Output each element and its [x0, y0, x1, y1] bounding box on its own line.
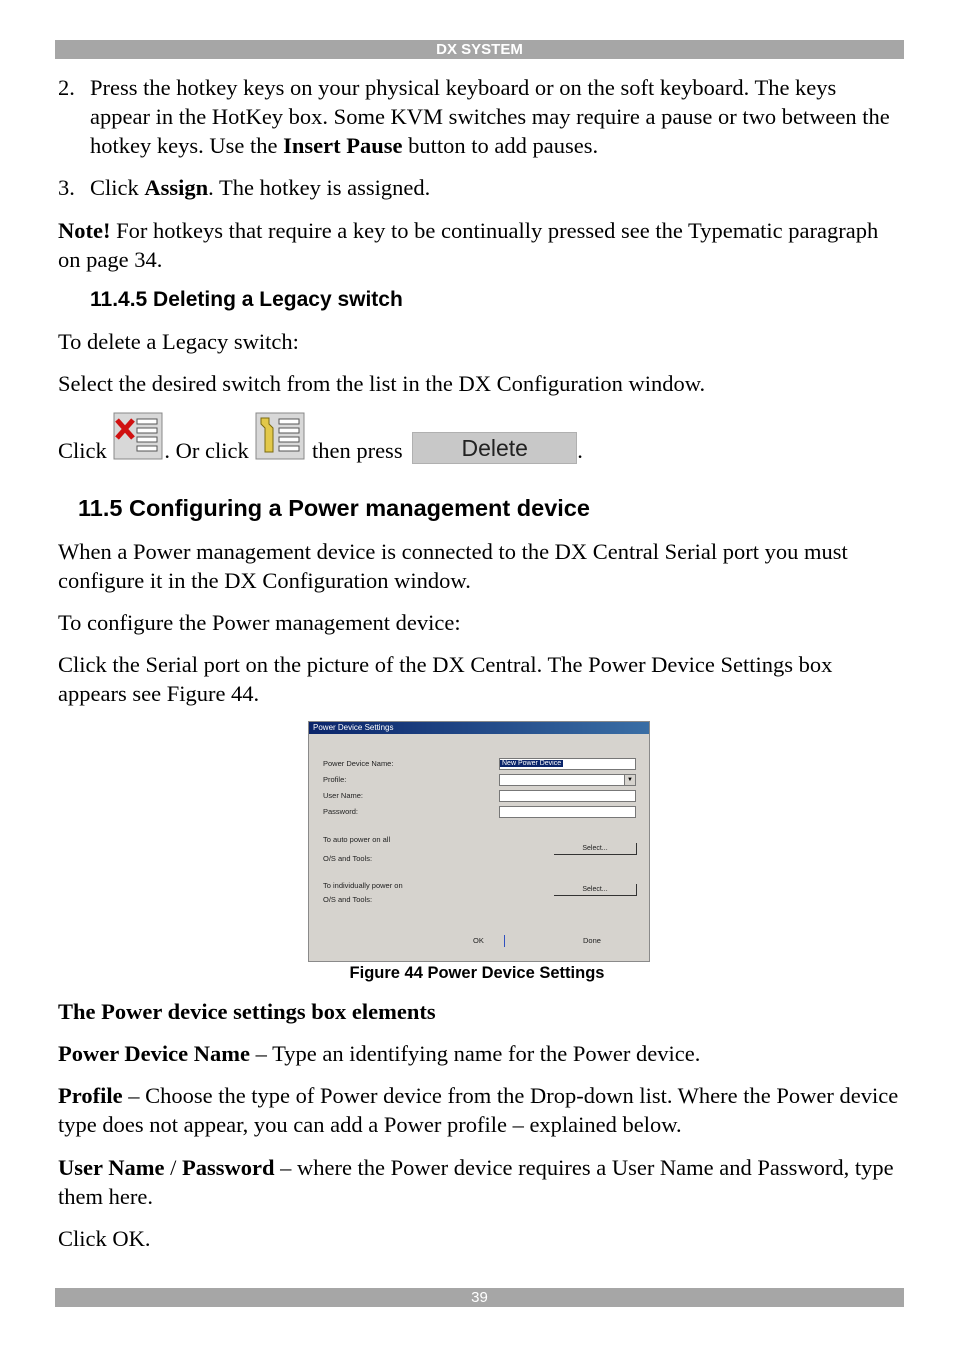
step-number: 3. — [58, 175, 75, 200]
step-text: Press the hotkey keys on your physical keyboard or on the soft keyboard. The keys appear in the HotKey box. Some KVM switches may require a pause or two between the hotkey keys. Use the Insert Pause button to add pauses. — [90, 75, 890, 158]
divider — [504, 935, 505, 947]
closing-paragraph: Click OK. — [58, 1226, 151, 1251]
chevron-down-icon: ▼ — [624, 775, 635, 785]
dialog-title-bar: Power Device Settings — [309, 722, 649, 734]
elements-heading: The Power device settings box elements — [58, 999, 436, 1024]
page-header: DX SYSTEM — [55, 40, 904, 59]
label-user-name: User Name: — [323, 791, 364, 800]
figure-caption: Figure 44 Power Device Settings — [349, 964, 605, 982]
power-device-settings-dialog — [308, 721, 650, 962]
power-device-name-input[interactable]: New Power Device — [499, 758, 636, 770]
intro-paragraph: To delete a Legacy switch: — [58, 329, 299, 354]
select-manual-button[interactable]: Select... — [554, 884, 637, 896]
select-auto-button[interactable]: Select... — [554, 843, 637, 855]
ok-button[interactable]: OK — [473, 936, 484, 945]
page-footer-number: 39 — [55, 1288, 904, 1307]
password-input[interactable] — [499, 806, 636, 818]
label-power-device-name: Power Device Name: — [323, 759, 394, 768]
edit-switch-icon — [255, 412, 305, 460]
element-power-device-name: Power Device Name – Type an identifying name for the Power device. — [58, 1041, 701, 1066]
click-instruction: Click . Or click then press Delete . — [58, 412, 903, 476]
paragraph-configure: To configure the Power management device: — [58, 610, 461, 635]
done-button[interactable]: Done — [583, 936, 601, 945]
element-user-password: User Name / Password – where the Power device requires a User Name and Password, type them here. — [58, 1155, 894, 1209]
step-text: Click Assign. The hotkey is assigned. — [90, 175, 431, 200]
paragraph-power-intro: When a Power management device is connected to the DX Central Serial port you must configure it in the DX Configuration window. — [58, 539, 848, 593]
user-name-input[interactable] — [499, 790, 636, 802]
label-password: Password: — [323, 807, 359, 816]
section-heading-11-4-5: 11.4.5 Deleting a Legacy switch — [90, 288, 403, 311]
delete-button[interactable]: Delete — [412, 432, 577, 464]
label-profile: Profile: — [323, 775, 347, 784]
label-auto-power-on: To auto power on all — [323, 835, 391, 844]
paragraph-serial-port: Click the Serial port on the picture of the DX Central. The Power Device Settings box appears see Figure 44. — [58, 652, 833, 706]
note-paragraph: Note! For hotkeys that require a key to be continually pressed see the Typematic paragraph on page 34. — [58, 218, 879, 272]
step-number: 2. — [58, 75, 75, 100]
label-manual-power-sub: O/S and Tools: — [323, 895, 373, 904]
section-heading-11-5: 11.5 Configuring a Power management device — [78, 495, 590, 521]
label-auto-power-on-sub: O/S and Tools: — [323, 854, 373, 863]
profile-dropdown[interactable] — [499, 774, 636, 786]
element-profile: Profile – Choose the type of Power device from the Drop-down list. Where the Power device type does not appear, you can add a Power profile – explained below. — [58, 1083, 899, 1137]
instruction-paragraph: Select the desired switch from the list in the DX Configuration window. — [58, 371, 706, 396]
label-manual-power: To individually power on — [323, 881, 403, 890]
delete-switch-icon — [113, 412, 163, 460]
